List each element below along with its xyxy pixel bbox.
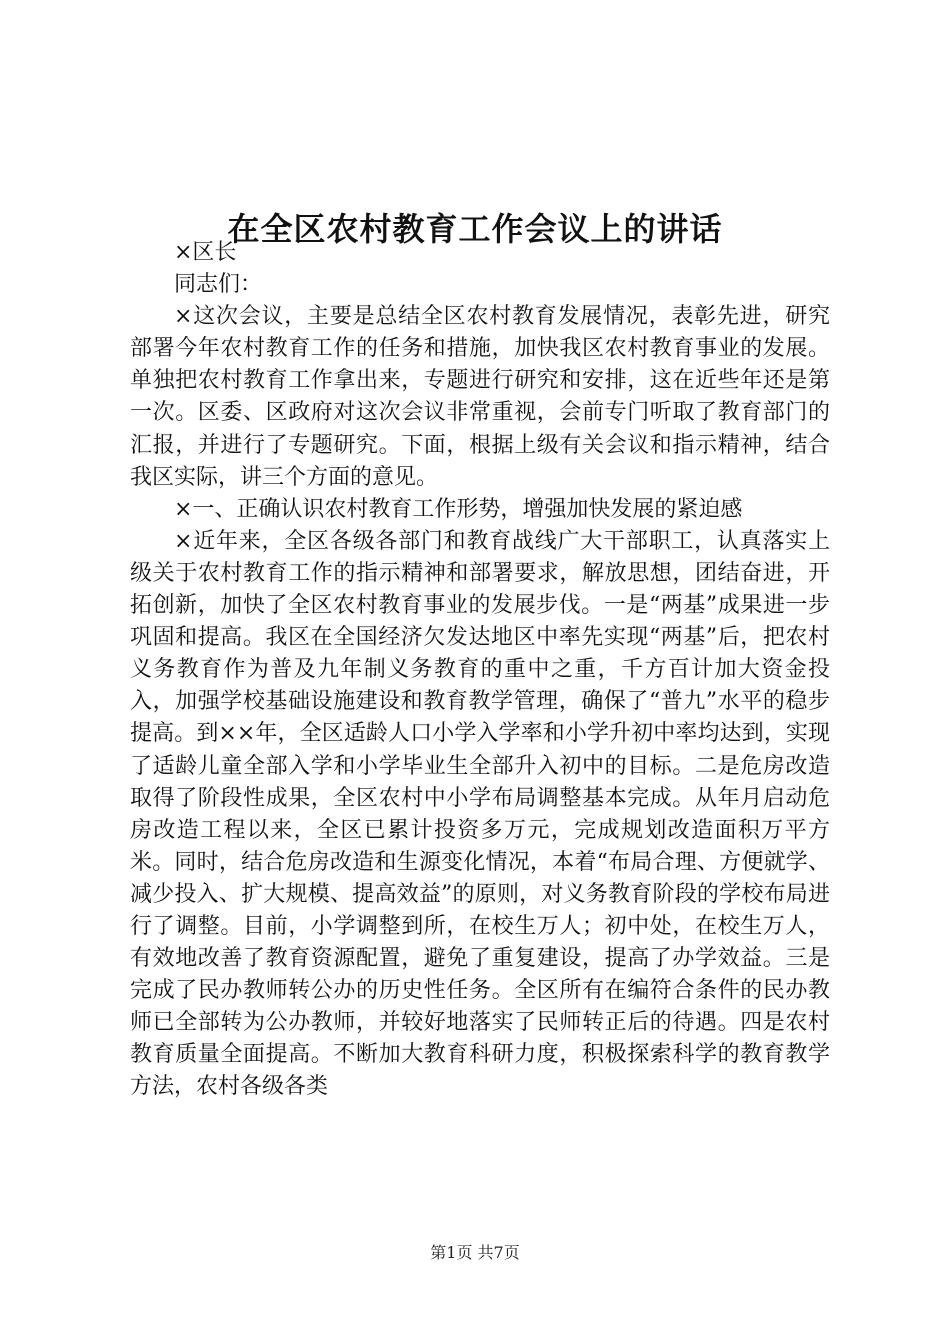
paragraph-body: ×近年来，全区各级各部门和教育战线广大干部职工，认真落实上级关于农村教育工作的指示精神和部署要求，解放思想，团结奋进，开拓创新，加快了全区农村教育事业的发展步伐。一是“两基”成果进一步巩固和提高。我区在全国经济欠发达地区中率先实现“两基”后，把农村义务教育作为普及九年制义务教育的重中之重，千方百计加大资金投入，加强学校基础设施建设和教育教学管理，确保了“普九”水平的稳步提高。到××年，全区适龄人口小学入学率和小学升初中率均达到，实现了适龄儿童全部入学和小学毕业生全部升入初中的目标。二是危房改造取得了阶段性成果，全区农村中小学布局调整基本完成。从年月启动危房改造工程以来，全区已累计投资多万元，完成规划改造面积万平方米。同时，结合危房改造和生源变化情况，本着“布局合理、方便就学、减少投入、扩大规模、提高效益”的原则，对义务教育阶段的学校布局进行了调整。目前，小学调整到所，在校生万人；初中处，在校生万人，有效地改善了教育资源配置，避免了重复建设，提高了办学效益。三是完成了民办教师转公办的历史性任务。全区所有在编符合条件的民办教师已全部转为公办教师，并较好地落实了民师转正后的待遇。四是农村教育质量全面提高。不断加大教育科研力度，积极探索科学的教育教学方法，农村各级各类: [130, 528, 830, 1100]
document-body: [130, 237, 830, 1104]
document-title: 在全区农村教育工作会议上的讲话: [227, 210, 723, 249]
paragraph-salutation: 同志们：: [174, 272, 263, 298]
section-heading-1: ×一、正确认识农村教育工作形势，增强加快发展的紧迫感: [174, 496, 743, 522]
paragraph-addressee: ×区长: [174, 240, 237, 265]
paragraph-intro: ×这次会议，主要是总结全区农村教育发展情况，表彰先进，研究部署今年农村教育工作的任务和措施，加快我区农村教育事业的发展。单独把农村教育工作拿出来，专题进行研究和安排，这在近些年还是第一次。区委、区政府对这次会议非常重视，会前专门听取了教育部门的汇报，并进行了专题研究。下面，根据上级有关会议和指示精神，结合我区实际，讲三个方面的意见。: [130, 304, 830, 490]
page-number-footer: 第1页 共7页: [430, 1243, 520, 1262]
